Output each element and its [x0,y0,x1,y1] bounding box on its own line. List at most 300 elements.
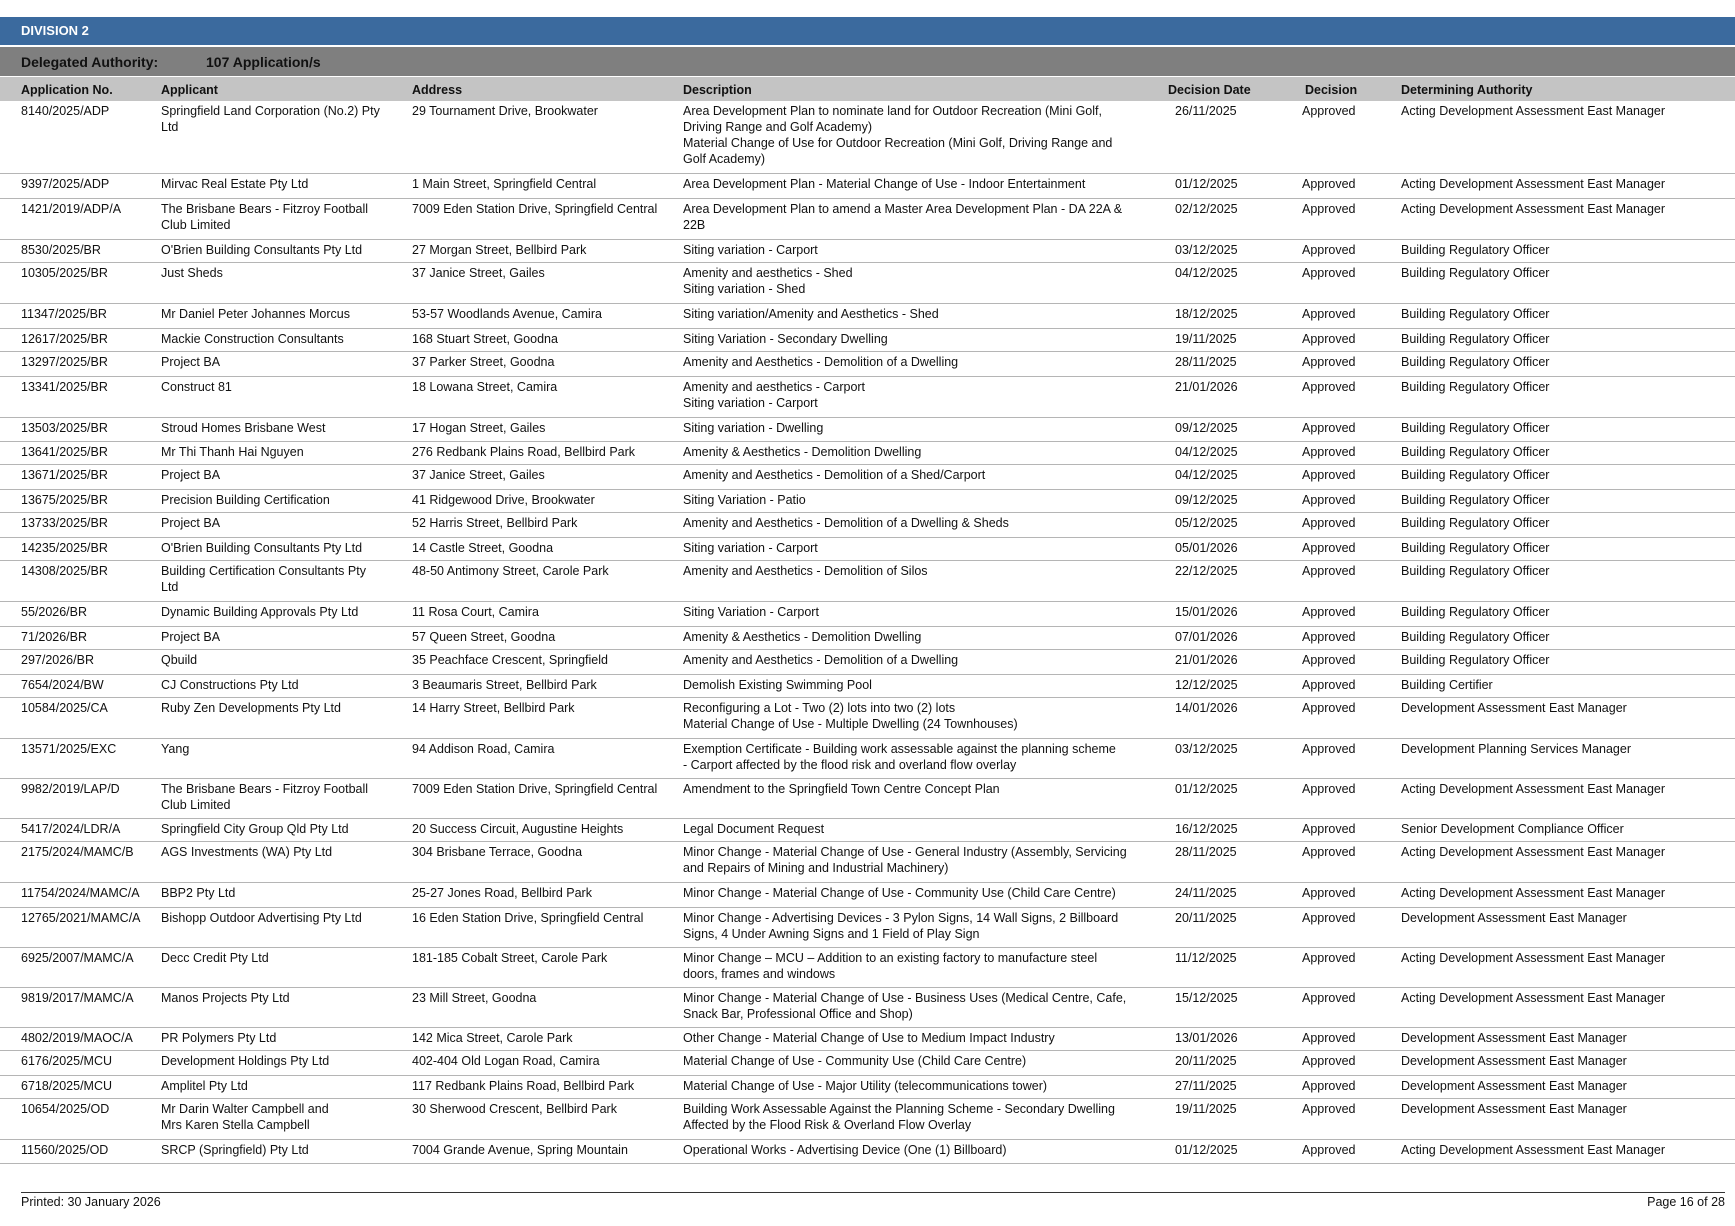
cell-address [412,741,677,757]
cell-line: 94 Addison Road, Camira [412,742,555,756]
cell-determining-authority: Acting Development Assessment East Manager [1401,951,1666,965]
table-row [0,199,1735,240]
application-count: 107 Application/s [206,54,321,70]
cell-line: 117 Redbank Plains Road, Bellbird Park [412,1079,635,1093]
table-row [0,174,1735,199]
cell-line: Minor Change - Advertising Devices - 3 Pylon Signs, 14 Wall Signs, 2 Billboard [683,911,1119,925]
cell-address [412,540,677,556]
cell-line: 41 Ridgewood Drive, Brookwater [412,493,595,507]
cell-determining-authority: Acting Development Assessment East Manager [1401,177,1666,191]
cell-applicant [161,990,401,1006]
cell-decision: Approved [1302,782,1356,796]
cell-determining-authority: Acting Development Assessment East Manager [1401,202,1666,216]
cell-line: Amenity and Aesthetics - Demolition of a Shed/Carport [683,468,986,482]
cell-line: O'Brien Building Consultants Pty Ltd [161,243,363,257]
cell-address [412,821,677,837]
cell-address [412,604,677,620]
cell-line: Amenity & Aesthetics - Demolition Dwelling [683,445,922,459]
cell-address [412,420,677,436]
cell-address [412,700,677,716]
cell-decision: Approved [1302,468,1356,482]
cell-line: Siting Variation - Secondary Dwelling [683,332,888,346]
cell-decision-date: 22/12/2025 [1175,564,1238,578]
table-row [0,602,1735,627]
table-row [0,1076,1735,1099]
cell-address [412,563,677,579]
table-row [0,418,1735,442]
table-row [0,908,1735,948]
cell-line: 11 Rosa Court, Camira [412,605,539,619]
cell-line: Siting variation - Carport [683,396,818,410]
table-row [0,465,1735,490]
cell-line: 53-57 Woodlands Avenue, Camira [412,307,602,321]
cell-determining-authority: Building Regulatory Officer [1401,605,1550,619]
cell-description [683,354,1153,370]
cell-address [412,492,677,508]
cell-determining-authority: Building Regulatory Officer [1401,421,1550,435]
cell-line: Material Change of Use - Community Use (Child Care Centre) [683,1054,1027,1068]
cell-decision: Approved [1302,355,1356,369]
cell-description [683,103,1153,167]
cell-application-no: 14235/2025/BR [21,541,108,555]
cell-decision-date: 01/12/2025 [1175,177,1238,191]
cell-address [412,331,677,347]
cell-application-no: 10654/2025/OD [21,1102,110,1116]
cell-applicant [161,700,401,716]
cell-decision-date: 05/01/2026 [1175,541,1238,555]
cell-applicant [161,354,401,370]
cell-line: Project BA [161,355,221,369]
cell-address [412,515,677,531]
cell-line: Springfield Land Corporation (No.2) Pty [161,104,380,118]
cell-address [412,1101,677,1117]
cell-determining-authority: Development Planning Services Manager [1401,742,1631,756]
cell-determining-authority: Senior Development Compliance Officer [1401,822,1624,836]
cell-application-no: 13571/2025/EXC [21,742,117,756]
cell-determining-authority: Building Regulatory Officer [1401,653,1550,667]
cell-application-no: 6925/2007/MAMC/A [21,951,134,965]
cell-description [683,821,1153,837]
cell-line: Amenity and Aesthetics - Demolition of a Dwelling [683,355,959,369]
cell-application-no: 13671/2025/BR [21,468,108,482]
cell-line: 22B [683,218,706,232]
cell-applicant [161,1142,401,1158]
cell-decision-date: 05/12/2025 [1175,516,1238,530]
cell-determining-authority: Development Assessment East Manager [1401,1054,1627,1068]
cell-address [412,176,677,192]
table-row [0,240,1735,263]
cell-determining-authority: Acting Development Assessment East Manager [1401,782,1666,796]
cell-determining-authority: Building Regulatory Officer [1401,564,1550,578]
cell-description [683,331,1153,347]
cell-applicant [161,910,401,926]
cell-line: The Brisbane Bears - Fitzroy Football [161,782,369,796]
cell-line: 17 Hogan Street, Gailes [412,421,546,435]
cell-determining-authority: Development Assessment East Manager [1401,1079,1627,1093]
cell-address [412,1030,677,1046]
cell-applicant [161,844,401,860]
cell-line: 48-50 Antimony Street, Carole Park [412,564,609,578]
cell-line: Snack Bar, Professional Office and Shop) [683,1007,913,1021]
cell-line: - Carport affected by the flood risk and overland flow overlay [683,758,1017,772]
cell-decision-date: 01/12/2025 [1175,1143,1238,1157]
cell-line: 7009 Eden Station Drive, Springfield Central [412,202,658,216]
cell-applicant [161,176,401,192]
cell-decision: Approved [1302,605,1356,619]
table-row [0,101,1735,174]
cell-line: Mrs Karen Stella Campbell [161,1118,310,1132]
cell-line: Other Change - Material Change of Use to Medium Impact Industry [683,1031,1055,1045]
cell-line: O'Brien Building Consultants Pty Ltd [161,541,363,555]
cell-decision: Approved [1302,421,1356,435]
cell-application-no: 12617/2025/BR [21,332,108,346]
column-header-description: Description [683,83,752,97]
cell-applicant [161,379,401,395]
cell-determining-authority: Acting Development Assessment East Manager [1401,886,1666,900]
cell-decision: Approved [1302,564,1356,578]
cell-line: 402-404 Old Logan Road, Camira [412,1054,600,1068]
cell-description [683,1142,1153,1158]
cell-line: BBP2 Pty Ltd [161,886,236,900]
cell-line: Area Development Plan to nominate land for Outdoor Recreation (Mini Golf, [683,104,1102,118]
cell-description [683,492,1153,508]
table-row [0,698,1735,739]
cell-decision-date: 18/12/2025 [1175,307,1238,321]
cell-decision-date: 20/11/2025 [1175,1054,1237,1068]
table-row [0,842,1735,883]
cell-applicant [161,629,401,645]
cell-line: Building Certification Consultants Pty [161,564,366,578]
cell-address [412,306,677,322]
cell-application-no: 11754/2024/MAMC/A [21,886,140,900]
cell-line: Signs, 4 Under Awning Signs and 1 Field of Play Sign [683,927,980,941]
cell-line: 7009 Eden Station Drive, Springfield Central [412,782,658,796]
cell-line: Operational Works - Advertising Device (One (1) Billboard) [683,1143,1007,1157]
cell-description [683,420,1153,436]
cell-line: Decc Credit Pty Ltd [161,951,269,965]
cell-decision: Approved [1302,991,1356,1005]
cell-line: Amenity and aesthetics - Shed [683,266,853,280]
cell-decision-date: 04/12/2025 [1175,266,1238,280]
cell-decision: Approved [1302,493,1356,507]
cell-decision-date: 19/11/2025 [1175,332,1237,346]
table-row [0,442,1735,465]
cell-line: 20 Success Circuit, Augustine Heights [412,822,624,836]
cell-line: 3 Beaumaris Street, Bellbird Park [412,678,597,692]
footer-divider [21,1192,1725,1193]
cell-application-no: 10584/2025/CA [21,701,108,715]
authority-label: Delegated Authority: [21,54,159,70]
cell-description [683,1030,1153,1046]
cell-address [412,201,677,217]
cell-line: Ltd [161,120,179,134]
cell-line: Just Sheds [161,266,223,280]
cell-line: Siting variation - Carport [683,541,818,555]
cell-line: Club Limited [161,798,231,812]
cell-determining-authority: Development Assessment East Manager [1401,911,1627,925]
cell-applicant [161,1053,401,1069]
table-row [0,490,1735,513]
cell-line: 23 Mill Street, Goodna [412,991,537,1005]
cell-applicant [161,201,401,233]
cell-line: 37 Parker Street, Goodna [412,355,555,369]
cell-address [412,1078,677,1094]
cell-line: Exemption Certificate - Building work assessable against the planning scheme [683,742,1116,756]
cell-line: 37 Janice Street, Gailes [412,468,545,482]
cell-decision-date: 09/12/2025 [1175,421,1238,435]
table-row [0,352,1735,377]
cell-line: Minor Change - Material Change of Use - Business Uses (Medical Centre, Cafe, [683,991,1127,1005]
cell-line: Mr Daniel Peter Johannes Morcus [161,307,350,321]
cell-line: Area Development Plan to amend a Master Area Development Plan - DA 22A & [683,202,1123,216]
cell-line: AGS Investments (WA) Pty Ltd [161,845,333,859]
table-row [0,538,1735,561]
cell-determining-authority: Development Assessment East Manager [1401,701,1627,715]
cell-line: Siting variation/Amenity and Aesthetics - Shed [683,307,939,321]
cell-decision-date: 28/11/2025 [1175,845,1237,859]
cell-line: Material Change of Use - Major Utility (telecommunications tower) [683,1079,1048,1093]
cell-description [683,910,1153,942]
cell-determining-authority: Building Regulatory Officer [1401,355,1550,369]
division-header [0,17,1735,45]
applications-table-body [0,101,1735,1164]
cell-line: doors, frames and windows [683,967,836,981]
cell-applicant [161,306,401,322]
cell-application-no: 13341/2025/BR [21,380,108,394]
cell-decision-date: 13/01/2026 [1175,1031,1238,1045]
cell-decision-date: 03/12/2025 [1175,243,1238,257]
cell-description [683,1078,1153,1094]
cell-determining-authority: Development Assessment East Manager [1401,1102,1627,1116]
cell-address [412,781,677,797]
cell-determining-authority: Building Regulatory Officer [1401,468,1550,482]
cell-application-no: 13675/2025/BR [21,493,108,507]
cell-decision: Approved [1302,104,1356,118]
cell-description [683,467,1153,483]
cell-line: Amenity & Aesthetics - Demolition Dwelling [683,630,922,644]
cell-decision-date: 09/12/2025 [1175,493,1238,507]
cell-line: Dynamic Building Approvals Pty Ltd [161,605,359,619]
cell-decision: Approved [1302,202,1356,216]
table-row [0,883,1735,908]
cell-decision: Approved [1302,742,1356,756]
cell-address [412,265,677,281]
cell-decision-date: 27/11/2025 [1175,1079,1237,1093]
cell-description [683,1101,1153,1133]
column-header-determining-authority: Determining Authority [1401,83,1533,97]
table-row [0,675,1735,698]
cell-decision: Approved [1302,822,1356,836]
cell-determining-authority: Building Regulatory Officer [1401,307,1550,321]
cell-address [412,1142,677,1158]
page-number: Page 16 of 28 [1647,1195,1725,1209]
cell-line: Siting variation - Dwelling [683,421,824,435]
cell-line: 16 Eden Station Drive, Springfield Central [412,911,644,925]
cell-line: Minor Change - Material Change of Use - General Industry (Assembly, Servicing [683,845,1127,859]
column-header-decision: Decision [1305,83,1358,97]
cell-applicant [161,103,401,135]
cell-line: and Repairs of Mining and Industrial Machinery) [683,861,949,875]
cell-address [412,1053,677,1069]
cell-description [683,652,1153,668]
cell-description [683,265,1153,297]
cell-applicant [161,652,401,668]
cell-decision: Approved [1302,332,1356,346]
cell-determining-authority: Building Regulatory Officer [1401,516,1550,530]
cell-decision-date: 11/12/2025 [1175,951,1237,965]
table-header [0,77,1735,101]
cell-line: Amenity and Aesthetics - Demolition of a Dwelling [683,653,959,667]
cell-line: Project BA [161,468,221,482]
cell-application-no: 8140/2025/ADP [21,104,110,118]
cell-line: Legal Document Request [683,822,825,836]
cell-decision: Approved [1302,445,1356,459]
cell-applicant [161,604,401,620]
cell-decision: Approved [1302,541,1356,555]
cell-determining-authority: Building Regulatory Officer [1401,493,1550,507]
cell-line: 35 Peachface Crescent, Springfield [412,653,608,667]
cell-line: 304 Brisbane Terrace, Goodna [412,845,583,859]
cell-line: Mackie Construction Consultants [161,332,344,346]
cell-applicant [161,1101,401,1133]
cell-determining-authority: Acting Development Assessment East Manager [1401,1143,1666,1157]
cell-line: Material Change of Use for Outdoor Recreation (Mini Golf, Driving Range and [683,136,1113,150]
cell-determining-authority: Building Regulatory Officer [1401,243,1550,257]
cell-decision: Approved [1302,380,1356,394]
cell-line: Ltd [161,580,179,594]
table-row [0,377,1735,418]
cell-line: Amplitel Pty Ltd [161,1079,248,1093]
cell-decision-date: 26/11/2025 [1175,104,1237,118]
cell-line: Material Change of Use - Multiple Dwelling (24 Townhouses) [683,717,1018,731]
cell-line: Siting Variation - Patio [683,493,806,507]
table-row [0,988,1735,1028]
cell-decision-date: 02/12/2025 [1175,202,1238,216]
cell-decision: Approved [1302,678,1356,692]
cell-line: Construct 81 [161,380,232,394]
cell-address [412,885,677,901]
cell-address [412,990,677,1006]
cell-application-no: 4802/2019/MAOC/A [21,1031,133,1045]
table-row [0,1099,1735,1140]
column-header-applicant: Applicant [161,83,218,97]
cell-application-no: 71/2026/BR [21,630,88,644]
cell-applicant [161,515,401,531]
cell-line: 142 Mica Street, Carole Park [412,1031,573,1045]
cell-applicant [161,444,401,460]
cell-line: 14 Harry Street, Bellbird Park [412,701,575,715]
cell-determining-authority: Building Regulatory Officer [1401,541,1550,555]
cell-application-no: 6176/2025/MCU [21,1054,113,1068]
cell-description [683,379,1153,411]
cell-line: Club Limited [161,218,231,232]
cell-line: Amenity and Aesthetics - Demolition of a Dwelling & Sheds [683,516,1009,530]
cell-line: 276 Redbank Plains Road, Bellbird Park [412,445,636,459]
cell-determining-authority: Acting Development Assessment East Manager [1401,991,1666,1005]
table-row [0,304,1735,329]
cell-line: Minor Change – MCU – Addition to an existing factory to manufacture steel [683,951,1098,965]
cell-decision: Approved [1302,845,1356,859]
cell-decision: Approved [1302,1031,1356,1045]
cell-line: Area Development Plan - Material Change of Use - Indoor Entertainment [683,177,1086,191]
cell-line: Mr Darin Walter Campbell and [161,1102,329,1116]
cell-applicant [161,467,401,483]
cell-application-no: 9397/2025/ADP [21,177,110,191]
cell-decision: Approved [1302,701,1356,715]
cell-line: CJ Constructions Pty Ltd [161,678,299,692]
cell-line: The Brisbane Bears - Fitzroy Football [161,202,369,216]
cell-description [683,242,1153,258]
cell-line: Qbuild [161,653,198,667]
cell-decision-date: 12/12/2025 [1175,678,1238,692]
cell-application-no: 12765/2021/MAMC/A [21,911,141,925]
cell-application-no: 7654/2024/BW [21,678,104,692]
cell-application-no: 13297/2025/BR [21,355,108,369]
cell-address [412,354,677,370]
cell-address [412,629,677,645]
cell-decision: Approved [1302,516,1356,530]
table-row [0,1028,1735,1051]
cell-applicant [161,540,401,556]
cell-application-no: 1421/2019/ADP/A [21,202,122,216]
cell-description [683,677,1153,693]
cell-decision-date: 14/01/2026 [1175,701,1238,715]
cell-decision: Approved [1302,630,1356,644]
cell-description [683,700,1153,732]
cell-applicant [161,420,401,436]
cell-line: Precision Building Certification [161,493,330,507]
cell-decision-date: 24/11/2025 [1175,886,1237,900]
cell-application-no: 14308/2025/BR [21,564,108,578]
cell-line: Springfield City Group Qld Pty Ltd [161,822,349,836]
cell-line: Siting Variation - Carport [683,605,819,619]
cell-determining-authority: Acting Development Assessment East Manager [1401,104,1666,118]
cell-line: 1 Main Street, Springfield Central [412,177,597,191]
cell-application-no: 6718/2025/MCU [21,1079,113,1093]
cell-address [412,950,677,966]
cell-line: Project BA [161,630,221,644]
table-row [0,627,1735,650]
cell-decision-date: 19/11/2025 [1175,1102,1237,1116]
cell-line: Driving Range and Golf Academy) [683,120,872,134]
column-header-decision-date: Decision Date [1168,83,1251,97]
cell-decision-date: 21/01/2026 [1175,653,1238,667]
cell-line: Golf Academy) [683,152,765,166]
cell-line: Project BA [161,516,221,530]
cell-line: Reconfiguring a Lot - Two (2) lots into two (2) lots [683,701,956,715]
cell-description [683,885,1153,901]
table-row [0,513,1735,538]
division-title: DIVISION 2 [21,23,89,38]
cell-decision-date: 28/11/2025 [1175,355,1237,369]
cell-determining-authority: Building Regulatory Officer [1401,380,1550,394]
cell-determining-authority: Building Regulatory Officer [1401,630,1550,644]
cell-description [683,741,1153,773]
cell-application-no: 11347/2025/BR [21,307,107,321]
cell-description [683,306,1153,322]
cell-address [412,467,677,483]
cell-decision: Approved [1302,1143,1356,1157]
cell-application-no: 8530/2025/BR [21,243,101,257]
cell-line: SRCP (Springfield) Pty Ltd [161,1143,309,1157]
cell-applicant [161,1078,401,1094]
cell-description [683,176,1153,192]
cell-line: Stroud Homes Brisbane West [161,421,326,435]
cell-applicant [161,821,401,837]
cell-applicant [161,781,401,813]
table-row [0,739,1735,779]
cell-address [412,844,677,860]
